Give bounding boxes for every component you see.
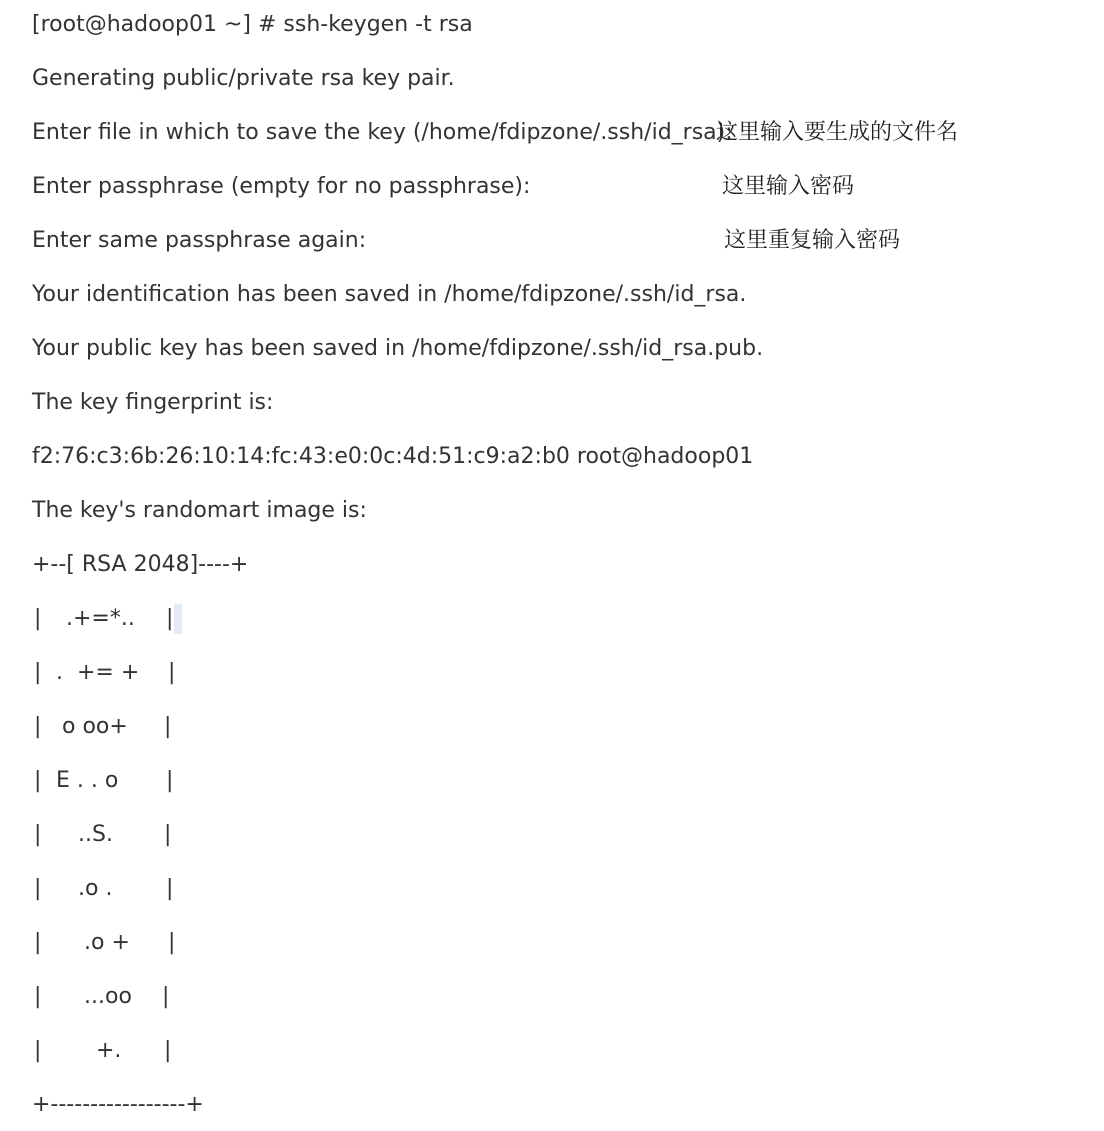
output-line-passphrase-again: Enter same passphrase again: bbox=[32, 228, 367, 253]
randomart-top-border: +--[ RSA 2048]----+ bbox=[32, 552, 249, 577]
randomart-left-edge: | bbox=[34, 768, 42, 793]
randomart-left-edge: | bbox=[34, 714, 42, 739]
randomart-row: ...oo bbox=[84, 984, 132, 1009]
randomart-left-edge: | bbox=[34, 660, 42, 685]
text-cursor-highlight bbox=[174, 604, 182, 634]
randomart-right-edge: | bbox=[168, 930, 176, 955]
randomart-left-edge: | bbox=[34, 1038, 42, 1063]
randomart-row: .o . bbox=[78, 876, 113, 901]
output-line-enter-file: Enter file in which to save the key (/home/fdipzone/.ssh/id_rsa): bbox=[32, 120, 733, 145]
output-line-fingerprint-label: The key fingerprint is: bbox=[32, 390, 274, 415]
output-line-enter-passphrase: Enter passphrase (empty for no passphrase): bbox=[32, 174, 531, 199]
randomart-right-edge: | bbox=[166, 876, 174, 901]
randomart-right-edge: | bbox=[164, 714, 172, 739]
randomart-left-edge: | bbox=[34, 606, 42, 631]
output-line-identification: Your identification has been saved in /home/fdipzone/.ssh/id_rsa. bbox=[32, 282, 747, 307]
annotation-passphrase: 这里输入密码 bbox=[722, 174, 855, 199]
randomart-row: .+=*.. bbox=[66, 606, 135, 631]
randomart-right-edge: | bbox=[166, 768, 174, 793]
randomart-row: +. bbox=[96, 1038, 122, 1063]
annotation-passphrase-again: 这里重复输入密码 bbox=[724, 228, 901, 253]
randomart-row: E . . o bbox=[56, 768, 119, 793]
randomart-row: .o + bbox=[84, 930, 130, 955]
annotation-file-name: 这里输入要生成的文件名 bbox=[716, 120, 959, 145]
randomart-row: ..S. bbox=[78, 822, 113, 847]
randomart-left-edge: | bbox=[34, 984, 42, 1009]
randomart-row: . += + bbox=[56, 660, 140, 685]
randomart-right-edge: | bbox=[164, 1038, 172, 1063]
command-line: [root@hadoop01 ~] # ssh-keygen -t rsa bbox=[32, 12, 473, 37]
randomart-right-edge: | bbox=[164, 822, 172, 847]
output-line-randomart-label: The key's randomart image is: bbox=[32, 498, 367, 523]
randomart-right-edge: | bbox=[166, 606, 174, 631]
output-line-fingerprint: f2:76:c3:6b:26:10:14:fc:43:e0:0c:4d:51:c9:a2:b0 root@hadoop01 bbox=[32, 444, 754, 469]
randomart-row: o oo+ bbox=[62, 714, 128, 739]
randomart-right-edge: | bbox=[168, 660, 176, 685]
randomart-bottom-border: +-----------------+ bbox=[32, 1092, 204, 1117]
randomart-left-edge: | bbox=[34, 876, 42, 901]
output-line-generating: Generating public/private rsa key pair. bbox=[32, 66, 455, 91]
randomart-right-edge: | bbox=[162, 984, 170, 1009]
randomart-left-edge: | bbox=[34, 930, 42, 955]
randomart-left-edge: | bbox=[34, 822, 42, 847]
output-line-public-key: Your public key has been saved in /home/fdipzone/.ssh/id_rsa.pub. bbox=[32, 336, 764, 361]
